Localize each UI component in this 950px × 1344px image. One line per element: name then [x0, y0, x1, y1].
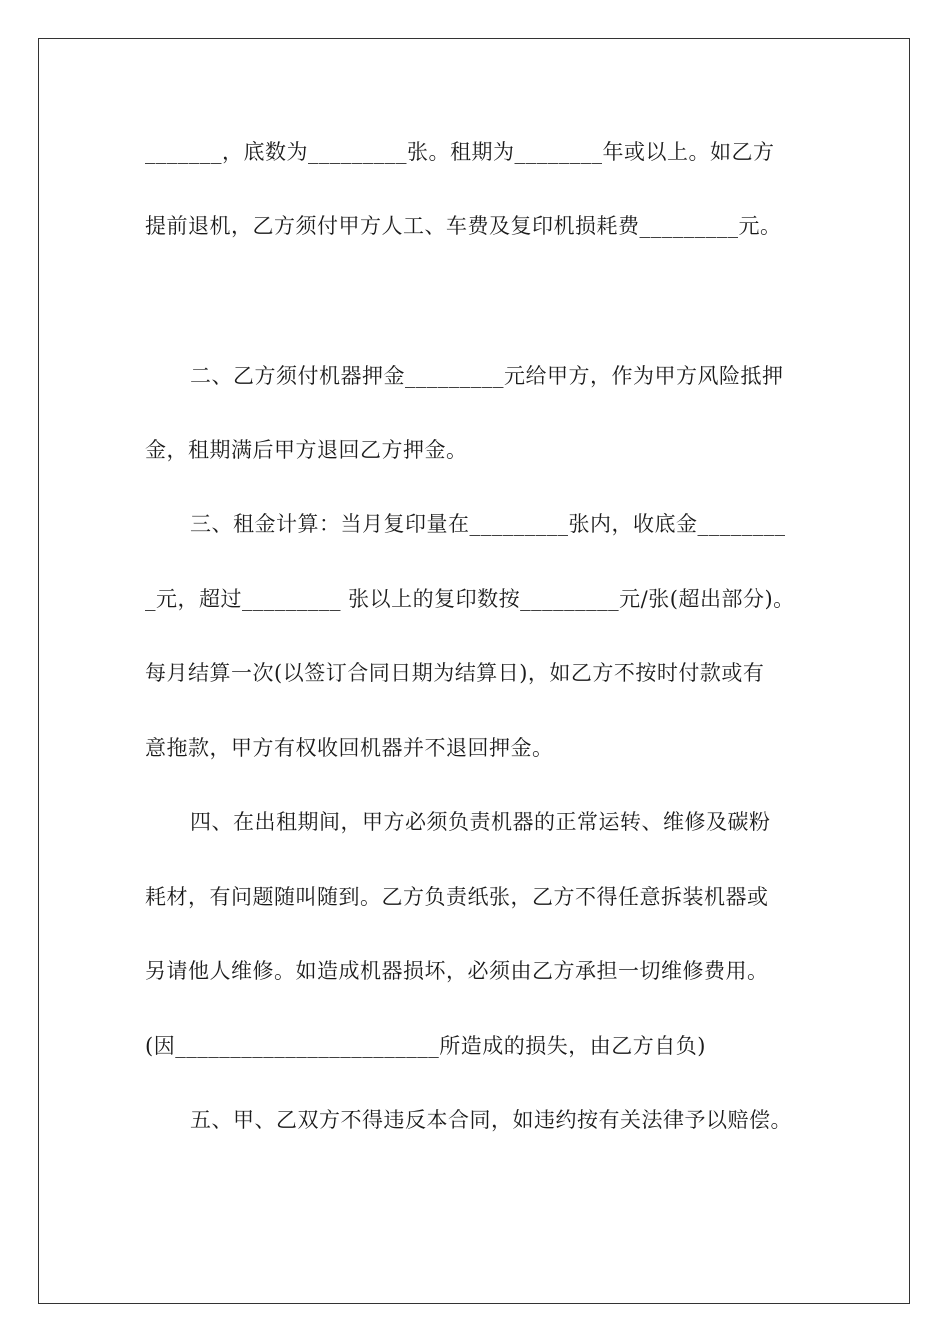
clause-two-heading-line: 二、乙方须付机器押金_________元给甲方，作为甲方风险抵押 [190, 364, 784, 388]
text-line: 提前退机，乙方须付甲方人工、车费及复印机损耗费_________元。 [145, 214, 782, 238]
clause-three-heading-line: 三、租金计算：当月复印量在_________张内，收底金________ [190, 512, 786, 536]
text-line: 每月结算一次(以签订合同日期为结算日)，如乙方不按时付款或有 [145, 661, 765, 685]
text-line: 金，租期满后甲方退回乙方押金。 [145, 438, 468, 462]
text-line: 耗材，有问题随叫随到。乙方负责纸张，乙方不得任意拆装机器或 [145, 885, 769, 909]
text-line: 另请他人维修。如造成机器损坏，必须由乙方承担一切维修费用。 [145, 959, 769, 983]
clause-four-heading-line: 四、在出租期间，甲方必须负责机器的正常运转、维修及碳粉 [190, 810, 771, 834]
text-line: (因________________________所造成的损失，由乙方自负) [145, 1034, 706, 1058]
clause-five-heading-line: 五、甲、乙双方不得违反本合同，如违约按有关法律予以赔偿。 [190, 1108, 792, 1132]
text-line: 意拖款，甲方有权收回机器并不退回押金。 [145, 736, 554, 760]
text-line: _元，超过_________ 张以上的复印数按_________元/张(超出部分)。 [145, 587, 795, 611]
text-line: _______，底数为_________张。租期为________年或以上。如乙方 [145, 140, 775, 164]
